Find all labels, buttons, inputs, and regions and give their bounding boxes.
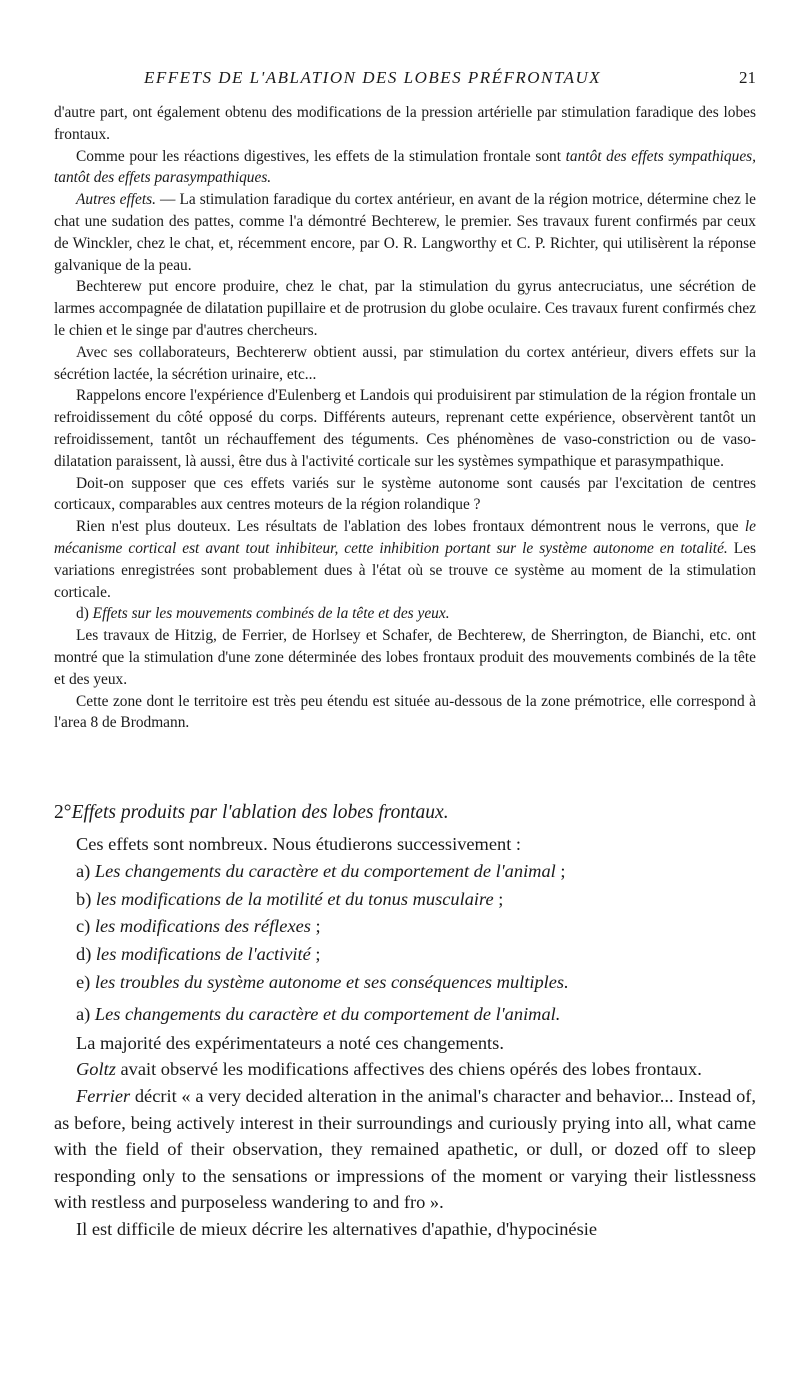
paragraph: La majorité des expérimentateurs a noté ces changements. — [76, 1032, 504, 1053]
page-number: 21 — [739, 68, 756, 87]
paragraph: Ferrier décrit « a very decided alteration in the animal's character and behavior... Instead of, as before, being actively interest in their surroundings and curiously prying into all, what came with the field of their observation, they remained apathetic, or dull, or dozed off to sleep responding only to the sensations or impressions of the moment or varying their listlessness with restless and purposeless wandering to and fro ». — [54, 1085, 756, 1213]
list-item: a) Les changements du caractère et du comportement de l'animal ; — [76, 861, 566, 882]
paragraph: Il est difficile de mieux décrire les alternatives d'apathie, d'hypocinésie — [76, 1218, 598, 1239]
paragraph: Comme pour les réactions digestives, les effets de la stimulation frontale sont tantôt des effets sympathiques, tantôt des effets parasympathiques. — [54, 147, 756, 187]
list-item: d) les modifications de l'activité ; — [76, 943, 321, 964]
running-header — [54, 68, 756, 98]
list-item: b) les modifications de la motilité et du tonus musculaire ; — [76, 888, 504, 909]
paragraph: Bechterew put encore produire, chez le chat, par la stimulation du gyrus antecruciatus, une sécrétion de larmes accompagnée de dilatation pupillaire et de protrusion du globe oculaire. Ces travaux furent confirmés chez le chien et le singe par d'autres chercheurs. — [54, 278, 756, 339]
list-item: e) les troubles du système autonome et ses conséquences multiples. — [76, 971, 569, 992]
paragraph: Rien n'est plus douteux. Les résultats de l'ablation des lobes frontaux démontrent nous le verrons, que le mécanisme cortical est avant tout inhibiteur, cette inhibition portant sur le système autonome en totalité. Les variations enregistrées sont probablement dues à l'état où se trouve ce système au moment de la stimulation corticale. — [54, 518, 756, 601]
list-item: c) les modifications des réflexes ; — [76, 916, 321, 937]
paragraph: Ces effets sont nombreux. Nous étudierons successivement : — [76, 833, 522, 854]
paragraph: Les travaux de Hitzig, de Ferrier, de Horlsey et Schafer, de Bechterew, de Sherrington, de Bianchi, etc. ont montré que la stimulation d'une zone déterminée des lobes frontaux produit des mouvements combinés de la tête et des yeux. — [54, 627, 756, 688]
paragraph: Goltz avait observé les modifications affectives des chiens opérés des lobes frontaux. — [76, 1059, 702, 1080]
paragraph-heading: d) Effets sur les mouvements combinés de la tête et des yeux. — [76, 605, 450, 623]
section-heading: 2°Effets produits par l'ablation des lobes frontaux. — [54, 802, 449, 823]
paragraph: d'autre part, ont également obtenu des modifications de la pression artérielle par stimulation faradique des lobes frontaux. — [54, 104, 756, 143]
paragraph: Cette zone dont le territoire est très peu étendu est située au-dessous de la zone prémotrice, elle correspond à l'area 8 de Brodmann. — [54, 692, 756, 732]
subsection-heading: a) Les changements du caractère et du comportement de l'animal. — [76, 1004, 561, 1025]
paragraph: Autres effets. — La stimulation faradique du cortex antérieur, en avant de la région motrice, détermine chez le chat une sudation des pattes, comme l'a démontré Bechterew, le premier. Ses travaux furent confirmés par ceux de Winckler, chez le chat, et, récemment encore, par O. R. Langworthy et C. P. Richter, qui utilisèrent la réponse galvanique de la peau. — [54, 191, 756, 274]
small-text-block — [54, 102, 756, 734]
paragraph: Doit-on supposer que ces effets variés sur le système autonome sont causés par l'excitation de centres corticaux, comparables aux centres moteurs de la région rolandique ? — [54, 474, 756, 514]
large-text-block — [54, 800, 756, 1243]
paragraph: Rappelons encore l'expérience d'Eulenberg et Landois qui produisirent par stimulation de la région frontale un refroidissement du côté opposé du corps. Différents auteurs, reprenant cette expérience, observèrent tantôt un refroidissement, tantôt un réchauffement des téguments. Ces phénomènes de vaso-constriction ou de vaso-dilatation paraissent, là aussi, être dus à l'activité corticale sur les systèmes sympathique et parasympathique. — [54, 387, 756, 470]
running-title: EFFETS DE L'ABLATION DES LOBES PRÉFRONTAUX — [144, 68, 602, 87]
paragraph: Avec ses collaborateurs, Bechtererw obtient aussi, par stimulation du cortex antérieur, divers effets sur la sécrétion lactée, la sécrétion urinaire, etc... — [54, 343, 756, 383]
